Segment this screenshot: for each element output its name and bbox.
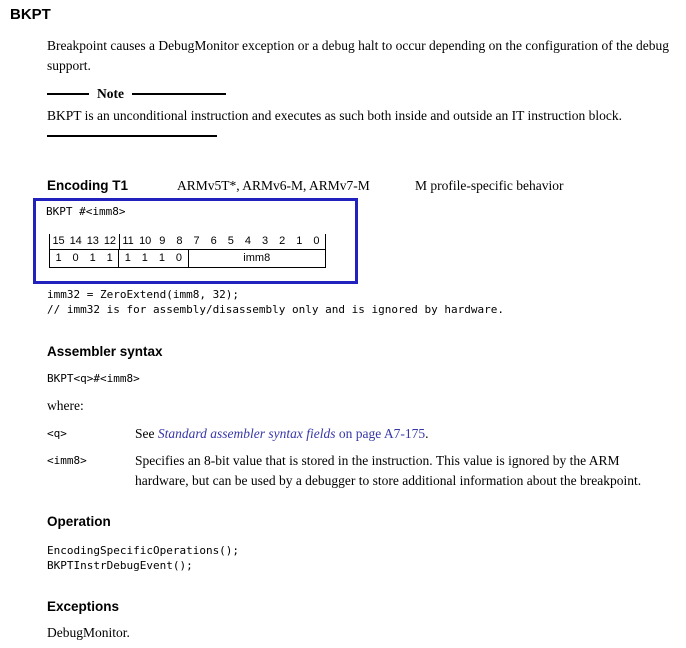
note-label: Note [97, 86, 124, 101]
bit-number: 5 [227, 235, 234, 247]
encoding-heading-row [0, 178, 686, 194]
standard-assembler-syntax-fields-link[interactable]: Standard assembler syntax fields [157, 426, 336, 441]
bit-number: 6 [210, 235, 217, 247]
bit-number: 1 [296, 235, 303, 247]
exceptions-text: DebugMonitor. [47, 625, 130, 640]
bit-value-row [49, 249, 326, 268]
bit-number: 8 [176, 235, 183, 247]
bit-number: 15 [49, 234, 67, 249]
where-label: where: [47, 398, 84, 413]
pseudocode-line: imm32 = ZeroExtend(imm8, 32); [47, 288, 240, 301]
bit-number: 2 [279, 235, 286, 247]
note-header [47, 86, 647, 102]
encoding-highlight-box [33, 198, 358, 284]
note-text: BKPT is an unconditional instruction and executes as such both inside and outside an IT instruction block. [47, 108, 623, 123]
note-rule-right [132, 93, 226, 95]
encoding-syntax-code: BKPT #<imm8> [46, 205, 126, 218]
bit-number: 9 [159, 235, 166, 247]
assembler-syntax-heading: Assembler syntax [47, 344, 163, 359]
bit-value: 1 [106, 252, 113, 264]
bit-number: 7 [193, 235, 200, 247]
note-rule-left [47, 93, 89, 95]
imm8-field: imm8 [188, 250, 326, 267]
operation-code-line: EncodingSpecificOperations(); [47, 544, 240, 557]
bit-value: 1 [89, 252, 96, 264]
bit-number: 12 [103, 235, 117, 247]
term-q-definition [135, 424, 680, 444]
bit-number: 14 [69, 235, 82, 247]
note-block [47, 86, 647, 137]
page-title: BKPT [10, 6, 51, 23]
bit-value: 0 [175, 252, 183, 264]
q-definition-suffix: . [425, 426, 429, 441]
bit-value: 0 [72, 252, 79, 264]
bit-value: 1 [55, 252, 62, 264]
term-imm8-definition: Specifies an 8-bit value that is stored in the instruction. This value is ignored by the ARM hardware, but can be used by a debugger to store additional information about the breakpoint. [135, 453, 642, 488]
exceptions-heading: Exceptions [47, 599, 120, 614]
bit-value: 1 [118, 250, 136, 267]
bit-value: 1 [141, 252, 148, 264]
note-rule-close [47, 135, 217, 137]
intro-paragraph: Breakpoint causes a DebugMonitor exception or a debug halt to occur depending on the configuration of the debug support. [47, 38, 669, 73]
bit-number: 13 [86, 235, 99, 247]
encoding-pseudocode [47, 287, 504, 317]
page-reference-link[interactable]: on page A7-175 [335, 426, 426, 441]
encoding-behavior-note: M profile-specific behavior [415, 178, 564, 193]
term-imm8: <imm8> [47, 454, 87, 467]
bit-number: 11 [119, 234, 137, 249]
pseudocode-line: // imm32 is for assembly/disassembly only and is ignored by hardware. [47, 303, 504, 316]
bit-number: 0 [308, 234, 326, 249]
bit-number-row [49, 234, 326, 249]
bitfield-table [49, 234, 326, 268]
operation-heading: Operation [47, 514, 111, 529]
bit-number: 4 [244, 235, 251, 247]
operation-code [47, 543, 239, 573]
encoding-architectures: ARMv5T*, ARMv6-M, ARMv7-M [177, 178, 370, 193]
bit-number: 3 [262, 235, 269, 247]
bit-value: 1 [158, 252, 165, 264]
bit-number: 10 [139, 235, 152, 247]
encoding-label: Encoding T1 [47, 178, 128, 193]
term-q: <q> [47, 427, 67, 440]
operation-code-line: BKPTInstrDebugEvent(); [47, 559, 193, 572]
q-definition-prefix: See [135, 426, 158, 441]
assembler-syntax-code: BKPT<q>#<imm8> [47, 372, 140, 385]
